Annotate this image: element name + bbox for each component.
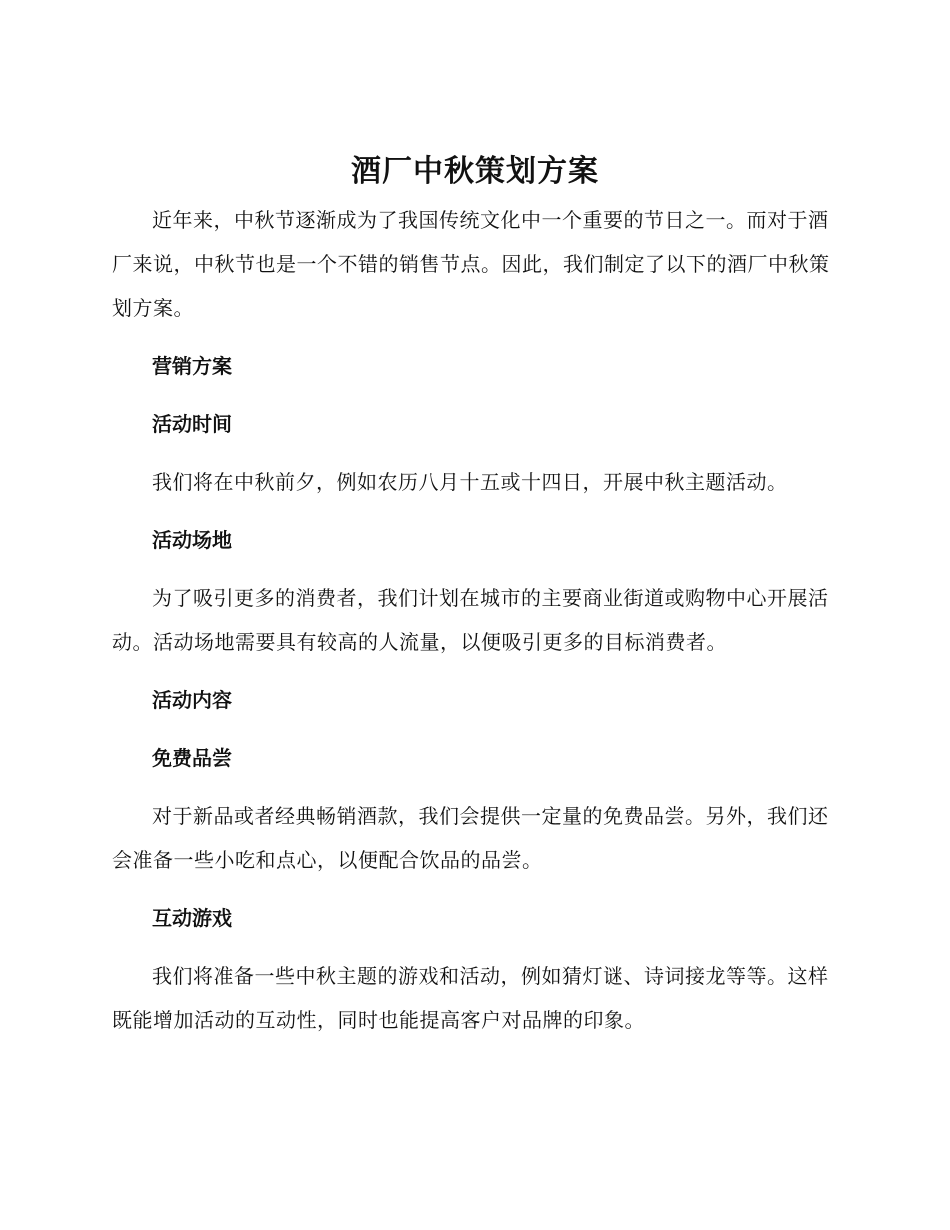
section-heading-marketing-plan: 营销方案: [152, 354, 232, 378]
activity-venue-paragraph: 为了吸引更多的消费者，我们计划在城市的主要商业街道或购物中心开展活动。活动场地需要具有较高的人流量，以便吸引更多的目标消费者。: [112, 586, 829, 654]
section-heading-free-tasting: 免费品尝: [152, 746, 232, 770]
intro-paragraph: 近年来，中秋节逐渐成为了我国传统文化中一个重要的节日之一。而对于酒厂来说，中秋节也是一个不错的销售节点。因此，我们制定了以下的酒厂中秋策划方案。: [112, 208, 830, 320]
activity-time-paragraph: 我们将在中秋前夕，例如农历八月十五或十四日，开展中秋主题活动。: [152, 470, 788, 494]
document-title: 酒厂中秋策划方案: [351, 154, 599, 189]
document-body: [112, 198, 834, 1056]
section-heading-activity-venue: 活动场地: [152, 528, 232, 552]
interactive-games-paragraph: 我们将准备一些中秋主题的游戏和活动，例如猜灯谜、诗词接龙等等。这样既能增加活动的互动性，同时也能提高客户对品牌的印象。: [112, 964, 829, 1032]
section-heading-interactive-games: 互动游戏: [152, 906, 232, 930]
free-tasting-paragraph: 对于新品或者经典畅销酒款，我们会提供一定量的免费品尝。另外，我们还会准备一些小吃和点心，以便配合饮品的品尝。: [112, 804, 829, 872]
section-heading-activity-time: 活动时间: [152, 412, 232, 436]
section-heading-activity-content: 活动内容: [152, 688, 232, 712]
